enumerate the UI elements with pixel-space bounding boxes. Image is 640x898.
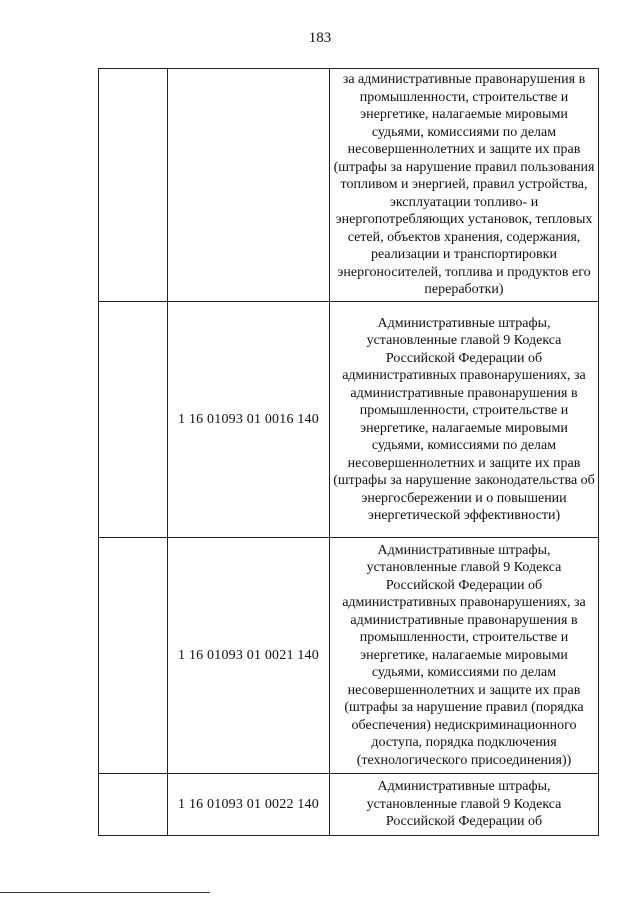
page-number: 183 <box>308 30 332 46</box>
budget-description: Административные штрафы, установленные главой 9 Кодекса Российской Федерации об административных правонарушениях, за административные правонарушения в промышленности, строительстве и энергетике, налагаемые мировыми судьями, комиссиями по делам несовершеннолетних и защите их прав (штрафы за нарушение законодательства об энергосбережении и о повышении энергетической эффективности) <box>330 302 599 538</box>
budget-code <box>168 69 330 302</box>
table-row <box>99 538 599 774</box>
row-empty-cell <box>99 774 168 836</box>
budget-classification-table <box>98 68 599 836</box>
page-bottom-rule <box>0 892 210 893</box>
table-row <box>99 302 599 538</box>
budget-code: 1 16 01093 01 0016 140 <box>168 302 330 538</box>
budget-code: 1 16 01093 01 0022 140 <box>168 774 330 836</box>
row-empty-cell <box>99 302 168 538</box>
row-empty-cell <box>99 69 168 302</box>
budget-description: Административные штрафы, установленные главой 9 Кодекса Российской Федерации об административных правонарушениях, за административные правонарушения в промышленности, строительстве и энергетике, налагаемые мировыми судьями, комиссиями по делам несовершеннолетних и защите их прав (штрафы за нарушение правил (порядка обеспечения) недискриминационного доступа, порядка подключения (технологического присоединения)) <box>330 538 599 774</box>
budget-description: за административные правонарушения в промышленности, строительстве и энергетике, налагаемые мировыми судьями, комиссиями по делам несовершеннолетних и защите их прав (штрафы за нарушение правил пользования топливом и энергией, правил устройства, эксплуатации топливо- и энергопотребляющих установок, тепловых сетей, объектов хранения, содержания, реализации и транспортировки энергоносителей, топлива и продуктов его переработки) <box>330 69 599 302</box>
table-row <box>99 69 599 302</box>
row-empty-cell <box>99 538 168 774</box>
budget-code: 1 16 01093 01 0021 140 <box>168 538 330 774</box>
budget-description: Административные штрафы, установленные главой 9 Кодекса Российской Федерации об <box>330 774 599 836</box>
table-row <box>99 774 599 836</box>
